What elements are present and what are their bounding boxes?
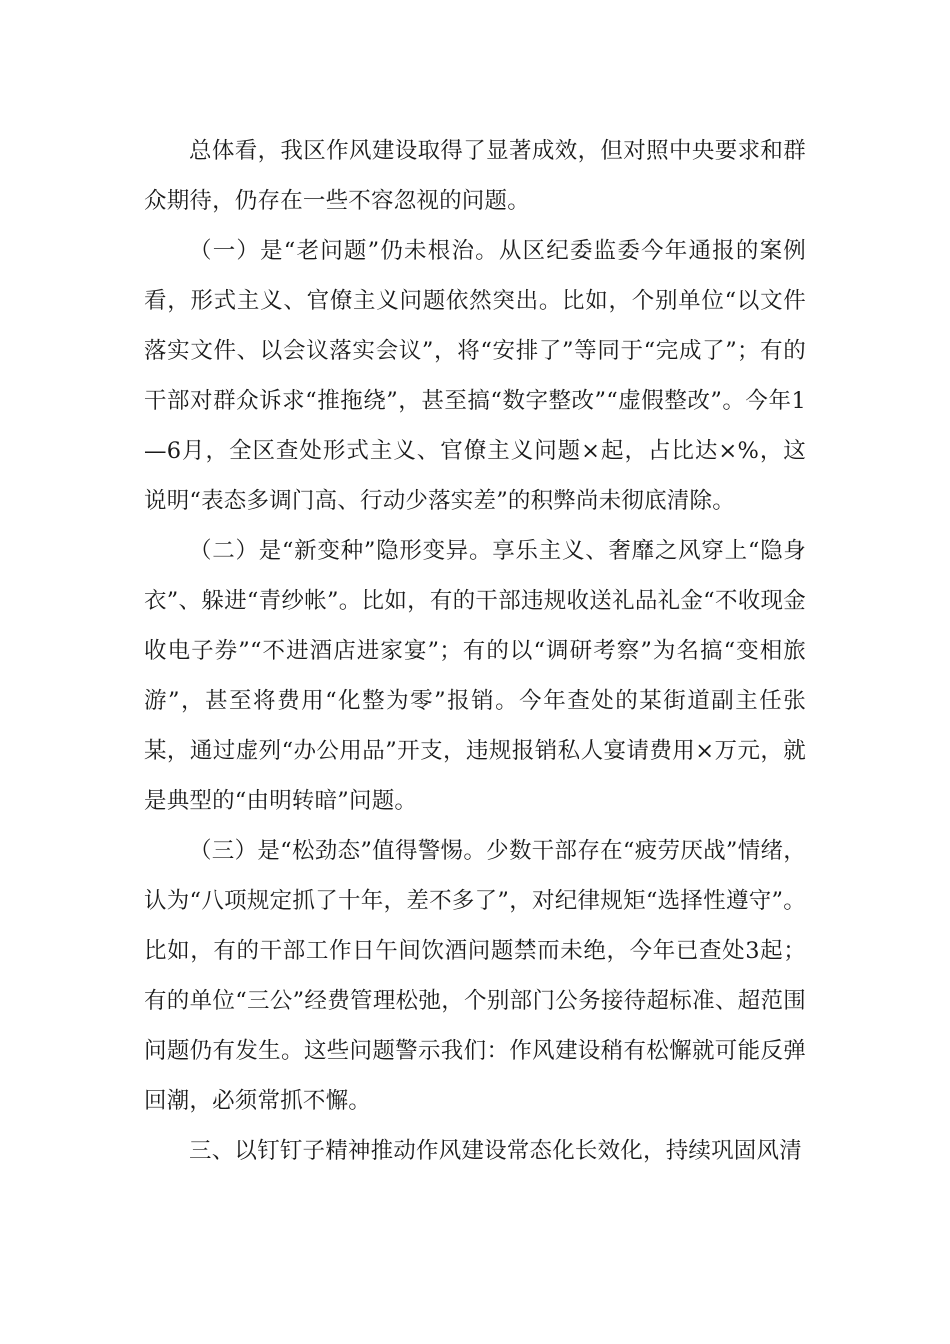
paragraph-point-one: （一）是“老问题”仍未根治。从区纪委监委今年通报的案例看，形式主义、官僚主义问题依然突出。比如，个别单位“以文件落实文件、以会议落实会议”，将“安排了”等同于“完成了”；有的干部对群众诉求“推拖绕”，甚至搞“数字整改”“虚假整改”。今年1—6月，全区查处形式主义、官僚主义问题×起，占比达×%，这说明“表态多调门高、行动少落实差”的积弊尚未彻底清除。 xyxy=(144,238,806,514)
document-page xyxy=(144,126,806,1176)
paragraph-point-three: （三）是“松劲态”值得警惕。少数干部存在“疲劳厌战”情绪，认为“八项规定抓了十年，差不多了”，对纪律规矩“选择性遵守”。比如，有的干部工作日午间饮酒问题禁而未绝，今年已查处3起；有的单位“三公”经费管理松弛，个别部门公务接待超标准、超范围问题仍有发生。这些问题警示我们：作风建设稍有松懈就可能反弹回潮，必须常抓不懈。 xyxy=(144,838,806,1114)
paragraph-point-two: （二）是“新变种”隐形变异。享乐主义、奢靡之风穿上“隐身衣”、躲进“青纱帐”。比如，有的干部违规收送礼品礼金“不收现金收电子券”“不进酒店进家宴”；有的以“调研考察”为名搞“变相旅游”，甚至将费用“化整为零”报销。今年查处的某街道副主任张某，通过虚列“办公用品”开支，违规报销私人宴请费用×万元，就是典型的“由明转暗”问题。 xyxy=(144,538,806,814)
paragraph-summary: 总体看，我区作风建设取得了显著成效，但对照中央要求和群众期待，仍存在一些不容忽视的问题。 xyxy=(144,138,806,214)
section-heading-three: 三、以钉钉子精神推动作风建设常态化长效化，持续巩固风清 xyxy=(189,1138,802,1164)
